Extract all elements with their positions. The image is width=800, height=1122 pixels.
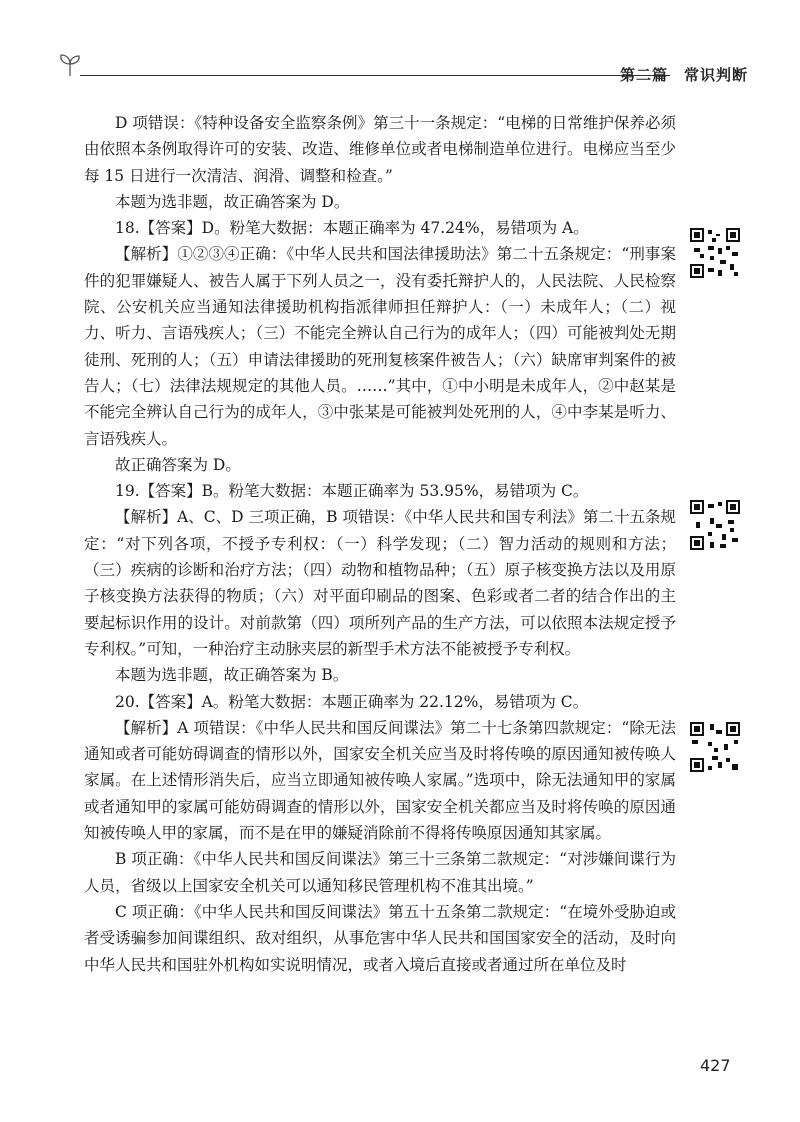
answer-18: 18.【答案】D。粉笔大数据：本题正确率为 47.24%，易错项为 A。 (115, 219, 589, 238)
analysis-19: 【解析】A、C、D 三项正确，B 项错误：《中华人民共和国专利法》第二十五条规定：“对下列各项，不授予专利权：（一）科学发现；（二）智力活动的规则和方法；（三）疾病的诊断和治疗方法；（四）动物和植物品种；（五）原子核变换方法以及用原子核变换方法获得的物质；（六）对平面印刷品的图案、色彩或者二者的结合作出的主要起标识作用的设计。对前款第（四）项所列产品的生产方法，可以依照本法规定授予专利权。”可知，一种治疗主动脉夹层的新型手术方法不能被授予专利权。 (84, 508, 676, 658)
page-header (58, 52, 748, 92)
answer-20: 20.【答案】A。粉笔大数据：本题正确率为 22.12%，易错项为 C。 (115, 692, 589, 711)
conclusion-19: 本题为选非题，故正确答案为 B。 (115, 666, 349, 685)
analysis-20: 【解析】A 项错误：《中华人民共和国反间谍法》第二十七条第四款规定：“除无法通知或者可能妨碍调查的情形以外，国家安全机关应当及时将传唤的原因通知被传唤人家属。在上述情形消失后，应当立即通知被传唤人家属。”选项中，除无法通知甲的家属或者通知甲的家属可能妨碍调查的情形以外，国家安全机关都应当及时将传唤的原因通知被传唤人甲的家属，而不是在甲的嫌疑消除前不得将传唤原因通知其家属。 (84, 718, 676, 843)
page-content (84, 110, 676, 978)
section-title: 第二篇 常识判断 (619, 66, 748, 84)
sprout-icon (58, 52, 82, 78)
conclusion-18: 故正确答案为 D。 (115, 455, 241, 474)
analysis-18: 【解析】①②③④正确：《中华人民共和国法律援助法》第二十五条规定：“刑事案件的犯罪嫌疑人、被告人属于下列人员之一，没有委托辩护人的，人民法院、人民检察院、公安机关应当通知法律援助机构指派律师担任辩护人：（一）未成年人；（二）视力、听力、言语残疾人；（三）不能完全辨认自己行为的成年人；（四）可能被判处无期徒刑、死刑的人；（五）申请法律援助的死刑复核案件被告人；（六）缺席审判案件的被告人；（七）法律法规规定的其他人员。……”其中，①中小明是未成年人，②中赵某是不能完全辨认自己行为的成年人，③中张某是可能被判处死刑的人，④中李某是听力、言语残疾人。 (84, 245, 676, 448)
qr-code-icon[interactable] (690, 722, 740, 772)
paragraph-conclusion-17: 本题为选非题，故正确答案为 D。 (115, 192, 350, 211)
qr-code-icon[interactable] (690, 500, 740, 550)
page-number: 427 (700, 1056, 731, 1075)
qr-code-icon[interactable] (690, 228, 740, 278)
option-c-20: C 项正确：《中华人民共和国反间谍法》第五十五条第二款规定：“在境外受胁迫或者受诱骗参加间谍组织、敌对组织，从事危害中华人民共和国国家安全的活动，及时向中华人民共和国驻外机构如实说明情况，或者入境后直接或者通过所在单位及时 (84, 902, 676, 974)
option-b-20: B 项正确：《中华人民共和国反间谍法》第三十三条第二款规定：“对涉嫌间谍行为人员，省级以上国家安全机关可以通知移民管理机构不准其出境。” (84, 850, 676, 895)
answer-19: 19.【答案】B。粉笔大数据：本题正确率为 53.95%，易错项为 C。 (115, 482, 589, 501)
header-divider (80, 75, 670, 76)
paragraph-option-d: D 项错误：《特种设备安全监察条例》第三十一条规定：“电梯的日常维护保养必须由依照本条例取得许可的安装、改造、维修单位或者电梯制造单位进行。电梯应当至少每 15 日进行一次清洁、润滑、调整和检查。” (84, 114, 676, 185)
